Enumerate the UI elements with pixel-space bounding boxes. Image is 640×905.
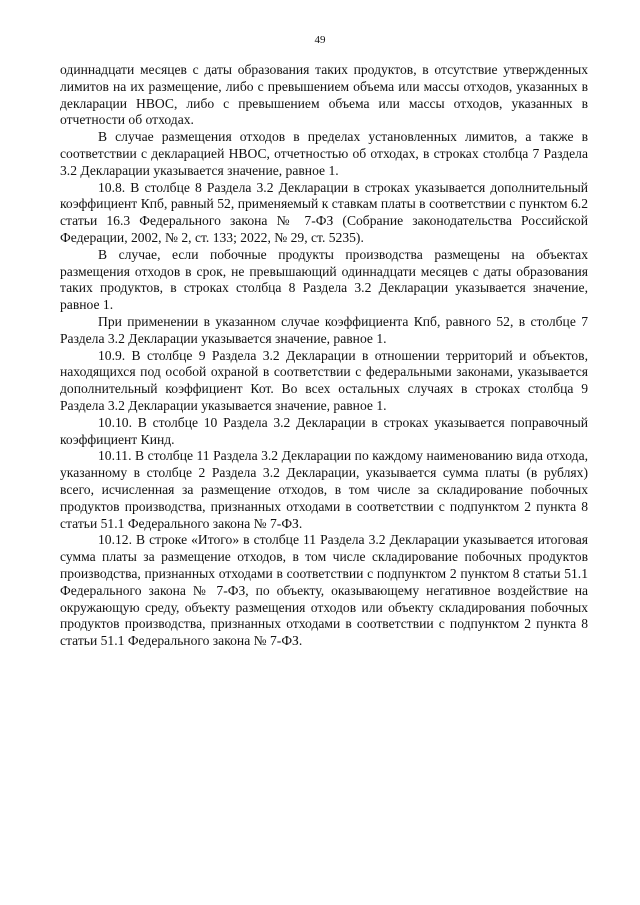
paragraph-10-10: 10.10. В столбце 10 Раздела 3.2 Декларации в строках указывается поправочный коэффициент Кинд. bbox=[60, 414, 588, 447]
paragraph-continuation: одиннадцати месяцев с даты образования таких продуктов, в отсутствие утвержденных лимитов на их размещение, либо с превышением объема или массы отходов, указанных в декларации НВОС, либо с превышением объема или массы отходов, указанных в отчетности об отходах. bbox=[60, 62, 588, 128]
paragraph-byproducts-term: В случае, если побочные продукты производства размещены на объектах размещения отходов в срок, не превышающий одиннадцати месяцев с даты образования таких продуктов, в строках столбца 8 Раздела 3.2 Декларации указывается значение, равное 1. bbox=[60, 246, 588, 313]
paragraph-within-limits: В случае размещения отходов в пределах установленных лимитов, а также в соответствии с декларацией НВОС, отчетностью об отходах, в строках столбца 7 Раздела 3.2 Декларации указывается значение, равное 1. bbox=[60, 129, 588, 178]
paragraph-kpb-application: При применении в указанном случае коэффициента Кпб, равного 52, в столбце 7 Раздела 3.2 Декларации указывается значение, равное 1. bbox=[60, 313, 588, 346]
page-number: 49 bbox=[314, 34, 326, 46]
paragraph-10-9: 10.9. В столбце 9 Раздела 3.2 Декларации в отношении территорий и объектов, находящихся под особой охраной в соответствии с федеральными законами, указывается дополнительный коэффициент Кот. Во всех остальных случаях в строках столбца 9 Раздела 3.2 Декларации указывается значение, равное 1. bbox=[60, 347, 588, 413]
paragraph-10-11: 10.11. В столбце 11 Раздела 3.2 Декларации по каждому наименованию вида отхода, указанному в столбце 2 Раздела 3.2 Декларации, указывается сумма платы (в рублях) всего, исчисленная за размещение отходов, в том числе за складирование побочных продуктов производства, признанных отходами в соответствии с подпунктом 2 пункта 8 статьи 51.1 Федерального закона № 7-ФЗ. bbox=[60, 448, 588, 531]
paragraph-10-8: 10.8. В столбце 8 Раздела 3.2 Декларации в строках указывается дополнительный коэффициент Кпб, равный 52, применяемый к ставкам платы в соответствии с пунктом 6.2 статьи 16.3 Федерального закона № 7-ФЗ (Собрание законодательства Российской Федерации, 2002, № 2, ст. 133; 2022, № 29, ст. 5235). bbox=[60, 179, 588, 245]
paragraph-10-12: 10.12. В строке «Итого» в столбце 11 Раздела 3.2 Декларации указывается итоговая сумма платы за размещение отходов, в том числе складирование побочных продуктов производства, признанных отходами в соответствии с подпунктом 2 пунктом 8 статьи 51.1 Федерального закона № 7-ФЗ, по объекту, оказывающему негативное воздействие на окружающую среду, объекту размещения отходов или объекту складирования побочных продуктов производства, признанных отходами в соответствии с подпунктом 2 пункта 8 статьи 51.1 Федерального закона № 7-ФЗ. bbox=[60, 532, 588, 649]
document-body bbox=[60, 62, 588, 650]
